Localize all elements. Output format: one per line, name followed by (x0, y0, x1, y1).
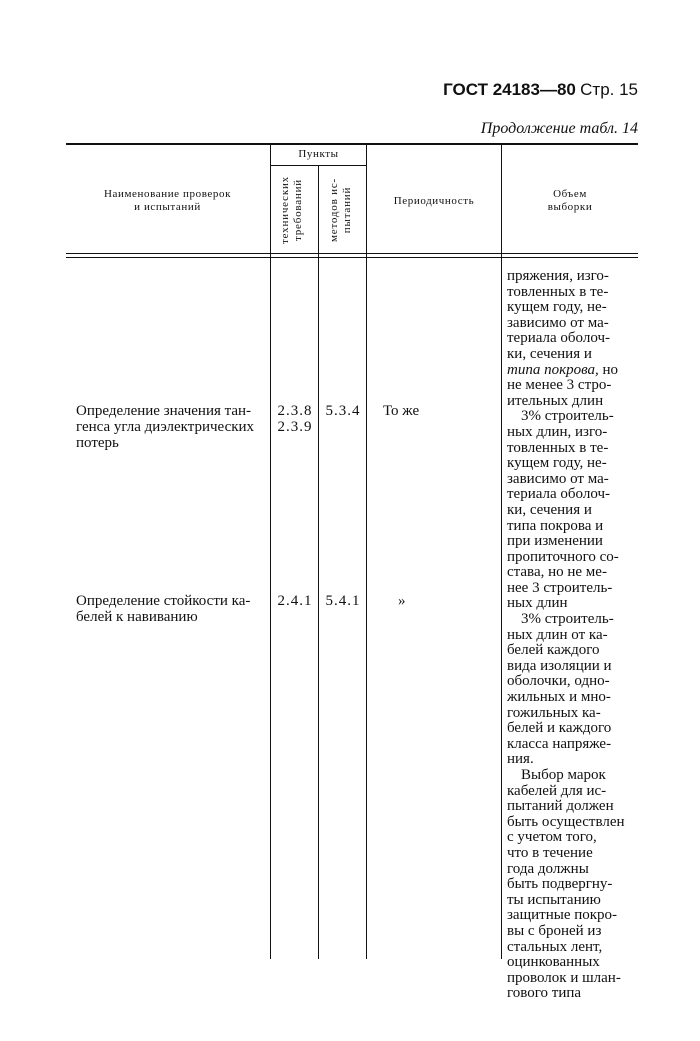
row2-periodicity: » (398, 593, 406, 609)
col-divider-3 (366, 144, 367, 959)
table-top-rule (66, 143, 638, 145)
header-periodicity: Периодичность (393, 195, 475, 207)
volume-paragraph-3: 3% строитель- ных длин от ка- белей каждого вида изоляции и оболочки, одно- жильных и мно- гожильных ка- белей и каждого класса напряже- ния. (507, 611, 614, 768)
row2-method-point: 5.4.1 (325, 593, 361, 609)
row1-tech-points: 2.3.8 2.3.9 (277, 403, 313, 435)
header-test-methods: методов ис- пытаний (328, 178, 353, 242)
header-tech-requirements: технических требований (279, 176, 304, 244)
volume-paragraph-1: пряжения, изго- товленных в те- кущем году, не- зависимо от ма- териала оболоч- ки, сечения и типа покрова, но не менее 3 стро- ительных длин (507, 268, 619, 409)
volume-paragraph-2: 3% строитель- ных длин, изго- товленных в те- кущем году, не- зависимо от ма- териала оболоч- ки, сечения и типа покрова и при изменении пропиточного со- става, но не ме- нее 3 строитель- ных длин (507, 408, 619, 612)
row1-method-point: 5.3.4 (325, 403, 361, 419)
standard-code: ГОСТ 24183—80 (443, 80, 576, 99)
header-name: Наименование проверок и испытаний (103, 188, 232, 213)
col-divider-2 (318, 165, 319, 959)
header-points: Пункты (298, 148, 339, 160)
page-header (443, 80, 638, 100)
volume-paragraph-4: Выбор марок кабелей для ис- пытаний должен быть осуществлен с учетом того, что в течение года должны быть подвергну- ты испытанию защитные покро- вы с броней из стальных лент, оцинкованных проволок и шлан- гового типа (507, 767, 625, 1002)
page-number: Стр. 15 (580, 80, 638, 99)
sample-volume-text (507, 269, 637, 1002)
col-divider-1 (270, 144, 271, 959)
row2-tech-point: 2.4.1 (277, 593, 313, 609)
table-continuation-caption: Продолжение табл. 14 (480, 120, 638, 137)
row1-name: Определение значения тан- генса угла диэлектрических потерь (76, 403, 255, 451)
row1-periodicity: То же (383, 403, 420, 419)
header-sample-volume: Объем выборки (547, 188, 593, 213)
col-divider-4 (501, 144, 502, 959)
header-bottom-double-rule-2 (66, 257, 638, 258)
row2-name: Определение стойкости ка- белей к навиванию (76, 593, 251, 625)
